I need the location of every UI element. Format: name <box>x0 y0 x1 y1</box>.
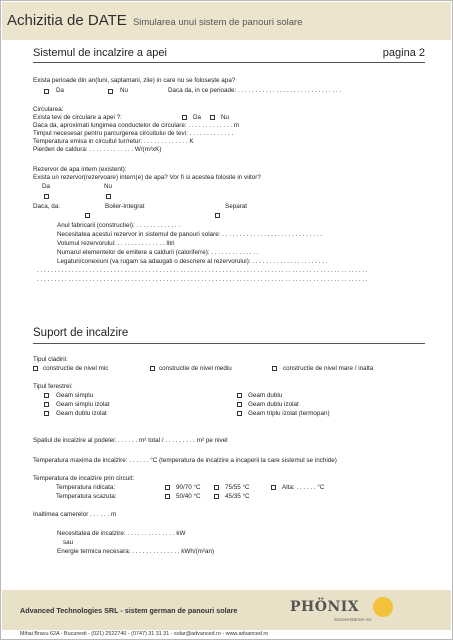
label-sau: sau <box>63 539 74 546</box>
label-separat: Separat <box>225 203 248 210</box>
checkbox-geam-dublu[interactable] <box>237 393 242 398</box>
checkbox-geam-simplu[interactable] <box>44 393 49 398</box>
checkbox-tank-da[interactable] <box>44 194 49 199</box>
label-temp-90-70: 90/70 °C <box>176 484 201 491</box>
section-title-heating-support: Suport de incalzire <box>33 327 129 339</box>
footer-company: Advanced Technologies SRL - sistem german de panouri solare <box>20 606 238 615</box>
label-geam-triplu: Geam triplu izolat (termopan) <box>248 410 330 417</box>
checkbox-temp-alta[interactable] <box>271 485 276 490</box>
checkbox-circ-nu[interactable] <box>210 115 215 120</box>
label-tank-da: Da <box>42 183 51 190</box>
label-if-yes: Daca, da: <box>33 203 60 210</box>
label-building-small: constructie de nivel mic <box>43 365 109 372</box>
label-geam-dublu: Geam dublu <box>248 392 283 399</box>
checkbox-tank-nu[interactable] <box>106 194 111 199</box>
label-circ-da: Da <box>193 114 202 121</box>
label-building-medium: constructie de nivel mediu <box>159 365 232 372</box>
field-room-height[interactable]: Inaltimea camerelor . . . . . . m <box>33 511 117 518</box>
field-heating-need[interactable]: Necesitatea de incalzire: . . . . . . . . . . . . . . kW <box>57 530 186 537</box>
checkbox-temp-75-55[interactable] <box>214 485 219 490</box>
label-geam-dublu-izolat-right: Geam dublu izolat <box>248 401 299 408</box>
checkbox-periods-da[interactable] <box>44 89 49 94</box>
footer-address: Mihai Bravu 62A - Bucuresti - (021) 2522740 - (0747) 31 31 31 - solar@advanced.ro - www.advanced.ro <box>20 631 269 637</box>
label-building-large: constructie de nivel mare / inalta <box>283 365 374 372</box>
label-temp-45-35: 45/35 °C <box>225 493 250 500</box>
field-year-built[interactable]: Anul fabricarii (constructiei): . . . . . . . . . . . . . <box>57 222 181 229</box>
section-divider <box>33 343 425 344</box>
field-floor-area[interactable]: Spatiul de incalzire al podelei: . . . . . . m² total / . . . . . . . . . m² pe nivel <box>33 437 228 444</box>
question-unused-periods: Exista perioade din an(luni, saptamani, zile) in care nu se folosește apa? <box>33 77 236 84</box>
field-tank-volume[interactable]: Volumul rezervorului: . . . . . . . . . . . . . . litri <box>57 240 175 247</box>
label-low-temperature: Temperatura scazuta: <box>56 493 117 500</box>
logo-tagline: SonnenWärme AG <box>334 617 372 622</box>
field-circuit-time[interactable]: Timpul necesesar pentru parcurgerea circuitului de tevi: . . . . . . . . . . . . . <box>33 130 234 137</box>
label-circ-nu: Nu <box>221 114 230 121</box>
field-circuit-temp[interactable]: Temperatura emisa in circuitul tur/retur: . . . . . . . . . . . . . K <box>33 138 194 145</box>
page-subtitle: Simularea unui sistem de panouri solare <box>132 17 303 28</box>
label-temp-75-55: 75/55 °C <box>225 484 250 491</box>
label-geam-simplu: Geam simplu <box>56 392 94 399</box>
checkbox-circ-da[interactable] <box>182 115 187 120</box>
label-geam-dublu-izolat-left: Geam dublu izolat <box>56 410 107 417</box>
checkbox-separat[interactable] <box>215 213 220 218</box>
section-divider <box>33 62 425 63</box>
circulation-heading: Circularea: <box>33 106 64 113</box>
field-heat-loss[interactable]: Pierderi de caldura: . . . . . . . . . . . . . W/(m²xK) <box>33 146 162 153</box>
tank-heading: Rezervor de apa intern (existent): <box>33 166 127 173</box>
page-title: Achizitia de DATE Simularea unui sistem de panouri solare <box>7 12 303 29</box>
label-high-temperature: Temperatura ridicata: <box>56 484 116 491</box>
checkbox-temp-50-40[interactable] <box>165 494 170 499</box>
field-tank-necessity[interactable]: Necesitatea acestui rezervor in sistemul de panouri solare: . . . . . . . . . . . . . . . . . . . . . . . . . . . . . <box>57 231 322 238</box>
checkbox-periods-nu[interactable] <box>108 89 113 94</box>
sun-icon <box>373 597 393 617</box>
field-periods[interactable]: Daca da, in ce perioade: . . . . . . . . . . . . . . . . . . . . . . . . . . . . . . <box>168 87 342 94</box>
dotted-line-1[interactable]: . . . . . . . . . . . . . . . . . . . . . . . . . . . . . . . . . . . . . . . . . . . . . . . . . . . . . . . . . . . . . . . . . . . . . . . . . . . . . . . . . . . . . . . . . . . . . . . <box>37 267 368 274</box>
checkbox-geam-dublu-izolat-left[interactable] <box>44 411 49 416</box>
field-radiator-count[interactable]: Numarul elementelor de emitere a caldurii (caloriferre): . . . . . . . . . . . . . . <box>57 249 259 256</box>
field-pipe-length[interactable]: Daca da, aproximati lungimea conductelor de circulare: . . . . . . . . . . . . . m <box>33 122 240 129</box>
checkbox-geam-dublu-izolat-right[interactable] <box>237 402 242 407</box>
checkbox-boiler-integrat[interactable] <box>85 213 90 218</box>
label-tank-nu: Nu <box>104 183 113 190</box>
checkbox-geam-triplu[interactable] <box>237 411 242 416</box>
label-geam-simplu-izolat: Geam simplu izolat <box>56 401 110 408</box>
phonix-logo <box>290 599 398 625</box>
logo-wordmark: PHÖNIX <box>290 599 360 615</box>
label-periods-nu: Nu <box>120 87 129 94</box>
checkbox-building-large[interactable] <box>272 366 277 371</box>
label-periods-da: Da <box>56 87 65 94</box>
building-type-heading: Tipul cladirii: <box>33 356 68 363</box>
window-type-heading: Tipul ferestrei: <box>33 383 73 390</box>
field-max-temperature[interactable]: Temperatura maxima de incalzire: . . . . . . °C (temperatura de incalzire a incaperii la care sistemul se inchide) <box>33 457 337 464</box>
page-number: pagina 2 <box>382 47 425 59</box>
question-tank: Exista un rezervor(rezervoare) intern(e) de apa? Vor fi si acestea folosite in viitor? <box>33 174 261 181</box>
label-boiler-integrat: Boiler-Integrat <box>105 203 145 210</box>
checkbox-geam-simplu-izolat[interactable] <box>44 402 49 407</box>
question-circulation-pipes: Exista tevi de circulare a apei ?: <box>33 114 122 121</box>
field-thermal-energy[interactable]: Energie termica necesara: . . . . . . . . . . . . . . kWh/(m²an) <box>57 548 215 555</box>
field-temp-alta[interactable]: Alta: . . . . . . °C <box>282 484 325 491</box>
circuit-temperature-heading: Temperatura de incalzire prin circuit: <box>33 475 135 482</box>
checkbox-building-medium[interactable] <box>150 366 155 371</box>
checkbox-building-small[interactable] <box>33 366 38 371</box>
checkbox-temp-90-70[interactable] <box>165 485 170 490</box>
dotted-line-2[interactable]: . . . . . . . . . . . . . . . . . . . . . . . . . . . . . . . . . . . . . . . . . . . . . . . . . . . . . . . . . . . . . . . . . . . . . . . . . . . . . . . . . . . . . . . . . . . . . . . <box>37 276 368 283</box>
field-connections[interactable]: Legaturi/conexiuni (va rugam sa adaugati o descriere al rezervorului): . . . . . . . . . . . . . . . . . . . . . . <box>57 258 328 265</box>
checkbox-temp-45-35[interactable] <box>214 494 219 499</box>
label-temp-50-40: 50/40 °C <box>176 493 201 500</box>
section-title-water-heating: Sistemul de incalzire a apei <box>33 47 167 59</box>
